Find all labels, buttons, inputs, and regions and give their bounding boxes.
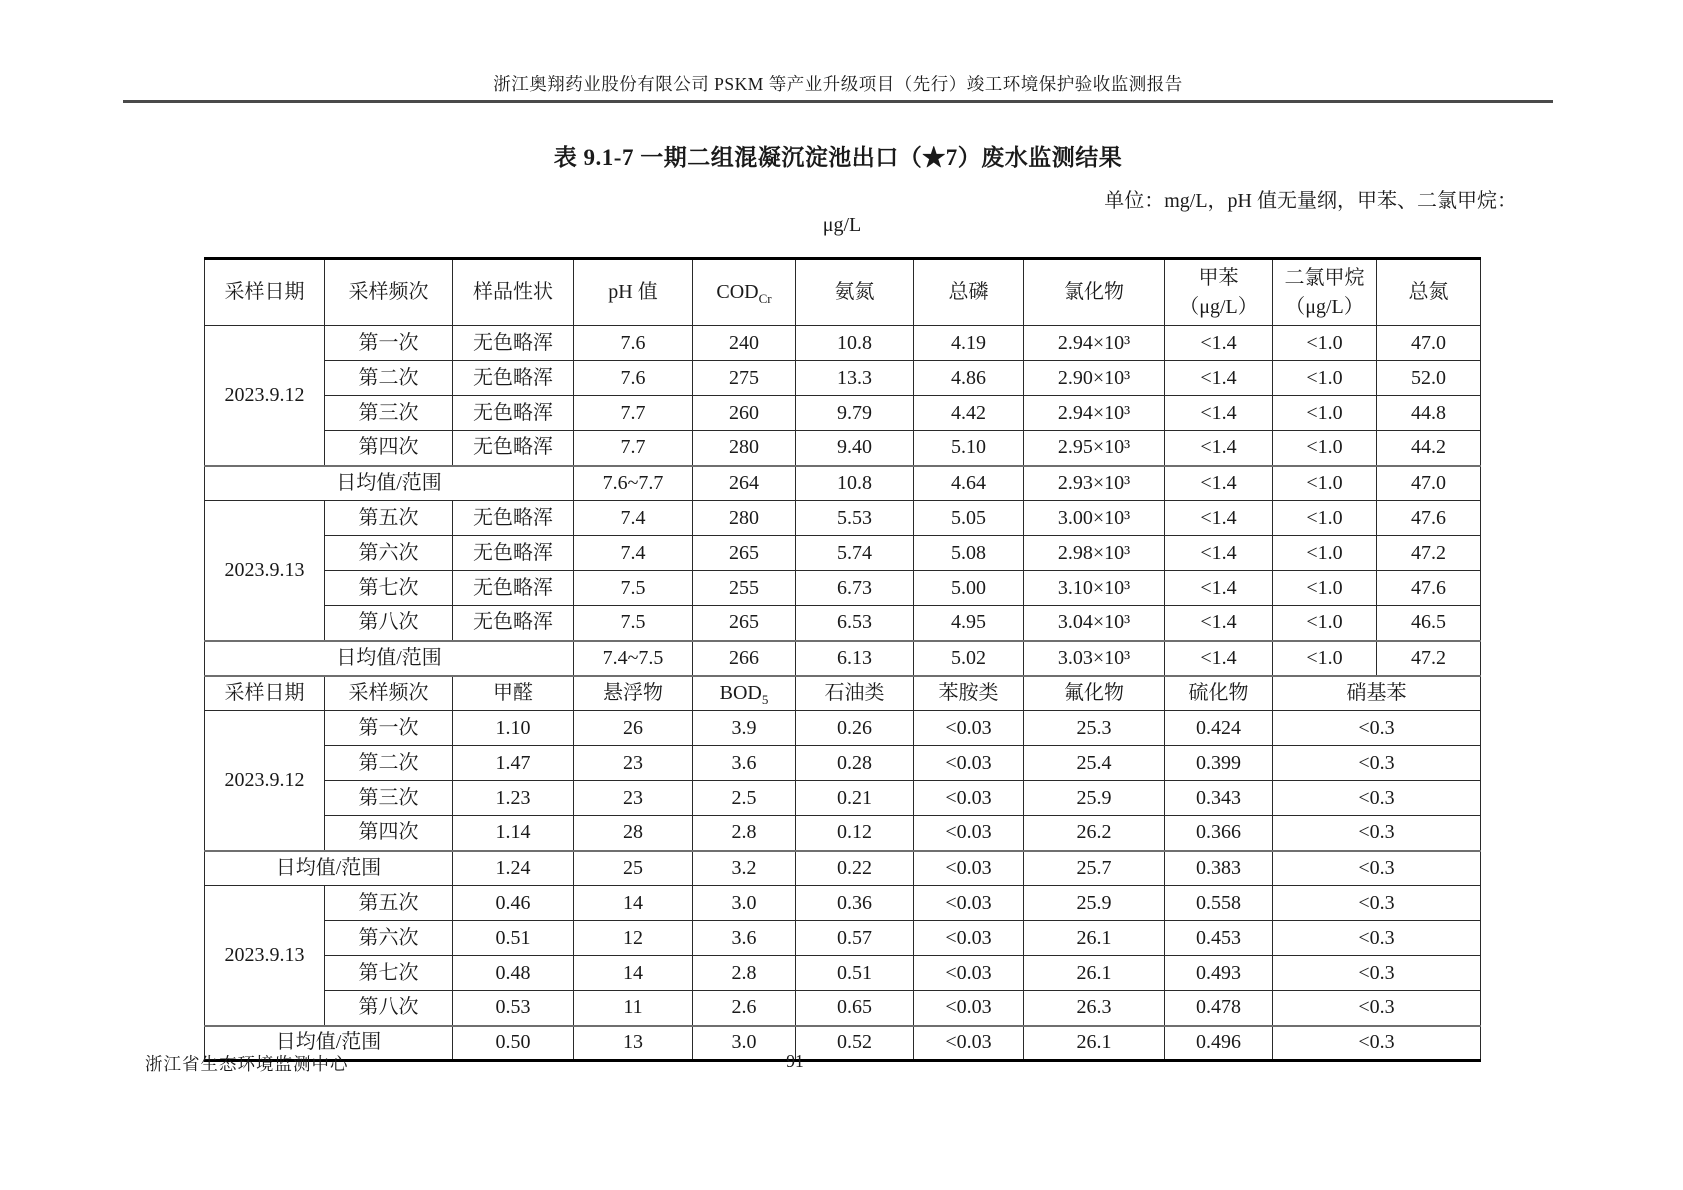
table-cell: <1.4 [1165,641,1273,676]
table-cell: 11 [574,991,693,1026]
table-cell: 3.2 [693,851,796,886]
table-cell: <1.4 [1165,326,1273,361]
table-cell: <1.0 [1273,641,1377,676]
table-cell: 9.79 [796,396,914,431]
table-cell: 280 [693,501,796,536]
table-cell: 5.05 [914,501,1024,536]
table-cell: 7.6 [574,326,693,361]
table-cell: 3.6 [693,746,796,781]
table-cell: 1.10 [453,711,574,746]
column-header-cell: 硫化物 [1165,676,1273,711]
table-cell: <0.3 [1273,1026,1481,1061]
table-cell: 23 [574,781,693,816]
table-cell: 0.343 [1165,781,1273,816]
table-cell: 1.14 [453,816,574,851]
table-cell: 6.73 [796,571,914,606]
header-row [205,676,1481,711]
column-header-cell: 总氮 [1377,259,1481,326]
table-cell: 第六次 [325,921,453,956]
table-cell: <0.03 [914,816,1024,851]
table-cell: <1.4 [1165,606,1273,641]
table-cell: <0.03 [914,746,1024,781]
table-cell: <1.0 [1273,396,1377,431]
table-row [205,571,1481,606]
table-cell: 2.6 [693,991,796,1026]
table-cell: <1.0 [1273,536,1377,571]
page-number: 91 [786,1051,804,1071]
table-cell: <0.3 [1273,816,1481,851]
table-cell: 265 [693,536,796,571]
table-cell: 第五次 [325,886,453,921]
table-cell: 第八次 [325,606,453,641]
table-cell: <0.3 [1273,886,1481,921]
header-rule [123,100,1553,103]
table-cell: <0.03 [914,1026,1024,1061]
table-cell: 0.22 [796,851,914,886]
table-cell: 44.2 [1377,431,1481,466]
table-cell: <1.4 [1165,431,1273,466]
table-cell: 260 [693,396,796,431]
column-header-cell: 氯化物 [1024,259,1165,326]
table-row [205,606,1481,641]
footer-org: 浙江省生态环境监测中心 [145,1054,349,1074]
column-header-cell: 甲苯 （μg/L） [1165,259,1273,326]
table-cell: 25.7 [1024,851,1165,886]
table-cell: <0.3 [1273,921,1481,956]
table-cell: 无色略浑 [453,571,574,606]
table-cell: <1.4 [1165,536,1273,571]
column-header-cell: 采样频次 [325,259,453,326]
table-cell: 3.03×10³ [1024,641,1165,676]
column-header-cell: 甲醛 [453,676,574,711]
table-cell: 280 [693,431,796,466]
table-cell: 28 [574,816,693,851]
table-cell: 0.383 [1165,851,1273,886]
monitoring-table [204,257,1481,1062]
table-cell: 26 [574,711,693,746]
table-cell: 第一次 [325,711,453,746]
table-cell: 5.74 [796,536,914,571]
column-header-cell: 采样日期 [205,259,325,326]
table-cell: <1.0 [1273,431,1377,466]
table-cell: <0.3 [1273,781,1481,816]
table-cell: 46.5 [1377,606,1481,641]
table-cell: <0.3 [1273,746,1481,781]
table-cell: <1.0 [1273,571,1377,606]
table-cell: 9.40 [796,431,914,466]
table-cell: <1.0 [1273,501,1377,536]
table-cell: 7.4~7.5 [574,641,693,676]
table-row [205,431,1481,466]
table-cell: 26.2 [1024,816,1165,851]
table-cell: 10.8 [796,466,914,501]
table-cell: 0.65 [796,991,914,1026]
table-row [205,746,1481,781]
table-cell: 266 [693,641,796,676]
column-header-cell: 采样日期 [205,676,325,711]
table-row [205,991,1481,1026]
table-cell: 23 [574,746,693,781]
table-cell: 52.0 [1377,361,1481,396]
table-row [205,326,1481,361]
table-cell: <1.4 [1165,466,1273,501]
table-cell: <1.4 [1165,571,1273,606]
table-cell: 日均值/范围 [205,641,574,676]
table-cell: 无色略浑 [453,326,574,361]
table-cell: 44.8 [1377,396,1481,431]
table-cell: 5.00 [914,571,1024,606]
table-cell: 264 [693,466,796,501]
table-cell: 7.5 [574,571,693,606]
table-cell: 无色略浑 [453,536,574,571]
column-header-cell: 样品性状 [453,259,574,326]
table-cell: 第三次 [325,396,453,431]
table-cell: <0.3 [1273,956,1481,991]
table-cell: 3.00×10³ [1024,501,1165,536]
table-cell: 2.8 [693,956,796,991]
table-cell: 1.24 [453,851,574,886]
column-header-cell: 采样频次 [325,676,453,711]
table-cell: 47.2 [1377,536,1481,571]
table-row [205,956,1481,991]
table-cell: <1.0 [1273,466,1377,501]
table-cell: 2023.9.13 [205,501,325,641]
table-cell: 26.3 [1024,991,1165,1026]
table-row [205,851,1481,886]
table-cell: 6.13 [796,641,914,676]
table-cell: 0.12 [796,816,914,851]
table-cell: 7.7 [574,396,693,431]
table-cell: 0.52 [796,1026,914,1061]
table-cell: 7.6 [574,361,693,396]
table-cell: <0.3 [1273,851,1481,886]
table-cell: 2.95×10³ [1024,431,1165,466]
table-cell: 26.1 [1024,1026,1165,1061]
table-cell: 0.399 [1165,746,1273,781]
table-row [205,641,1481,676]
table-cell: 0.57 [796,921,914,956]
column-header-cell: 总磷 [914,259,1024,326]
table-cell: 240 [693,326,796,361]
table-cell: 第七次 [325,571,453,606]
table-cell: <1.4 [1165,501,1273,536]
table-cell: 0.424 [1165,711,1273,746]
table-cell: 265 [693,606,796,641]
table-cell: 7.7 [574,431,693,466]
table-cell: 0.51 [796,956,914,991]
table-cell: 第一次 [325,326,453,361]
table-cell: 0.50 [453,1026,574,1061]
table-row [205,816,1481,851]
table-row [205,711,1481,746]
table-cell: 4.86 [914,361,1024,396]
column-header-cell: $BOD_5$ [693,676,796,711]
table-cell: 10.8 [796,326,914,361]
table-cell: <0.03 [914,886,1024,921]
table-cell: 13 [574,1026,693,1061]
table-cell: 47.2 [1377,641,1481,676]
table-row [205,886,1481,921]
table-cell: 无色略浑 [453,606,574,641]
unit-note: 单位：mg/L，pH 值无量纲，甲苯、二氯甲烷： [1104,190,1517,212]
column-header-cell: 二氯甲烷 （μg/L） [1273,259,1377,326]
table-title: 表 9.1-7 一期二组混凝沉淀池出口（★7）废水监测结果 [553,145,1123,170]
table-cell: 4.42 [914,396,1024,431]
table-cell: 第二次 [325,746,453,781]
table-cell: 0.28 [796,746,914,781]
table-cell: 2023.9.12 [205,711,325,851]
table-cell: 0.48 [453,956,574,991]
table-cell: 无色略浑 [453,396,574,431]
table-cell: 2.94×10³ [1024,396,1165,431]
table-cell: <0.03 [914,781,1024,816]
table-cell: <0.03 [914,851,1024,886]
table-row [205,781,1481,816]
table-cell: <1.0 [1273,606,1377,641]
table-cell: 第五次 [325,501,453,536]
table-row [205,361,1481,396]
table-cell: 1.47 [453,746,574,781]
table-cell: 25 [574,851,693,886]
table-cell: <0.3 [1273,991,1481,1026]
column-header-cell: $COD_{Cr}$ [693,259,796,326]
table-cell: 4.19 [914,326,1024,361]
column-header-cell: 硝基苯 [1273,676,1481,711]
table-cell: 2.90×10³ [1024,361,1165,396]
table-cell: 3.0 [693,1026,796,1061]
table-cell: 0.558 [1165,886,1273,921]
column-header-cell: 氨氮 [796,259,914,326]
table-cell: 0.21 [796,781,914,816]
table-cell: 0.453 [1165,921,1273,956]
table-row [205,466,1481,501]
table-cell: <0.03 [914,711,1024,746]
table-cell: 6.53 [796,606,914,641]
table-cell: 日均值/范围 [205,851,453,886]
table-cell: 无色略浑 [453,431,574,466]
table-cell: 26.1 [1024,921,1165,956]
table-cell: <1.0 [1273,326,1377,361]
table-cell: 0.478 [1165,991,1273,1026]
table-cell: <0.03 [914,956,1024,991]
table-cell: 7.6~7.7 [574,466,693,501]
table-cell: 0.36 [796,886,914,921]
table-cell: <1.4 [1165,361,1273,396]
doc-header: 浙江奥翔药业股份有限公司 PSKM 等产业升级项目（先行）竣工环境保护验收监测报告 [493,74,1183,94]
table-cell: 12 [574,921,693,956]
table-cell: 3.6 [693,921,796,956]
table-row [205,921,1481,956]
column-header-cell: 苯胺类 [914,676,1024,711]
table-cell: 0.26 [796,711,914,746]
table-cell: 4.64 [914,466,1024,501]
table-cell: 2023.9.12 [205,326,325,466]
table-row [205,536,1481,571]
table-cell: 3.04×10³ [1024,606,1165,641]
table-cell: 13.3 [796,361,914,396]
table-cell: 0.51 [453,921,574,956]
column-header-cell: 石油类 [796,676,914,711]
table-cell: 47.0 [1377,326,1481,361]
table-cell: 1.23 [453,781,574,816]
table-cell: 第六次 [325,536,453,571]
table-cell: 25.4 [1024,746,1165,781]
table-cell: 47.6 [1377,501,1481,536]
table-cell: 25.3 [1024,711,1165,746]
table-cell: 2.8 [693,816,796,851]
table-cell: 47.6 [1377,571,1481,606]
table-cell: 0.493 [1165,956,1273,991]
table-cell: 7.4 [574,536,693,571]
column-header-cell: 悬浮物 [574,676,693,711]
table-cell: 0.366 [1165,816,1273,851]
table-cell: 3.0 [693,886,796,921]
table-cell: <0.3 [1273,711,1481,746]
unit-note-continuation: μg/L [822,214,862,236]
table-cell: 275 [693,361,796,396]
table-cell: 14 [574,886,693,921]
column-header-cell: pH 值 [574,259,693,326]
table-cell: 5.02 [914,641,1024,676]
table-cell: 47.0 [1377,466,1481,501]
table-cell: <1.0 [1273,361,1377,396]
table-cell: 3.10×10³ [1024,571,1165,606]
table-cell: 第三次 [325,781,453,816]
table-cell: 14 [574,956,693,991]
table-cell: 第八次 [325,991,453,1026]
table-cell: <0.03 [914,991,1024,1026]
table-cell: <0.03 [914,921,1024,956]
table-cell: 0.46 [453,886,574,921]
table-cell: 第七次 [325,956,453,991]
table-cell: 5.53 [796,501,914,536]
table-cell: 2.93×10³ [1024,466,1165,501]
table-cell: 26.1 [1024,956,1165,991]
table-cell: 255 [693,571,796,606]
table-row [205,501,1481,536]
table-cell: 7.5 [574,606,693,641]
table-cell: <1.4 [1165,396,1273,431]
table-cell: 3.9 [693,711,796,746]
table-cell: 无色略浑 [453,501,574,536]
table-cell: 4.95 [914,606,1024,641]
table-cell: 7.4 [574,501,693,536]
table-cell: 5.10 [914,431,1024,466]
table-cell: 第四次 [325,431,453,466]
table-cell: 2023.9.13 [205,886,325,1026]
header-row [205,259,1481,326]
table-cell: 0.53 [453,991,574,1026]
table-cell: 无色略浑 [453,361,574,396]
table-cell: 日均值/范围 [205,466,574,501]
table-cell: 第四次 [325,816,453,851]
table-cell: 25.9 [1024,886,1165,921]
column-header-cell: 氟化物 [1024,676,1165,711]
table-cell: 2.94×10³ [1024,326,1165,361]
table-cell: 5.08 [914,536,1024,571]
table-cell: 2.5 [693,781,796,816]
table-cell: 第二次 [325,361,453,396]
table-cell: 25.9 [1024,781,1165,816]
table-cell: 日均值/范围 [205,1026,453,1061]
table-cell: 0.496 [1165,1026,1273,1061]
table-cell: 2.98×10³ [1024,536,1165,571]
table-row [205,396,1481,431]
